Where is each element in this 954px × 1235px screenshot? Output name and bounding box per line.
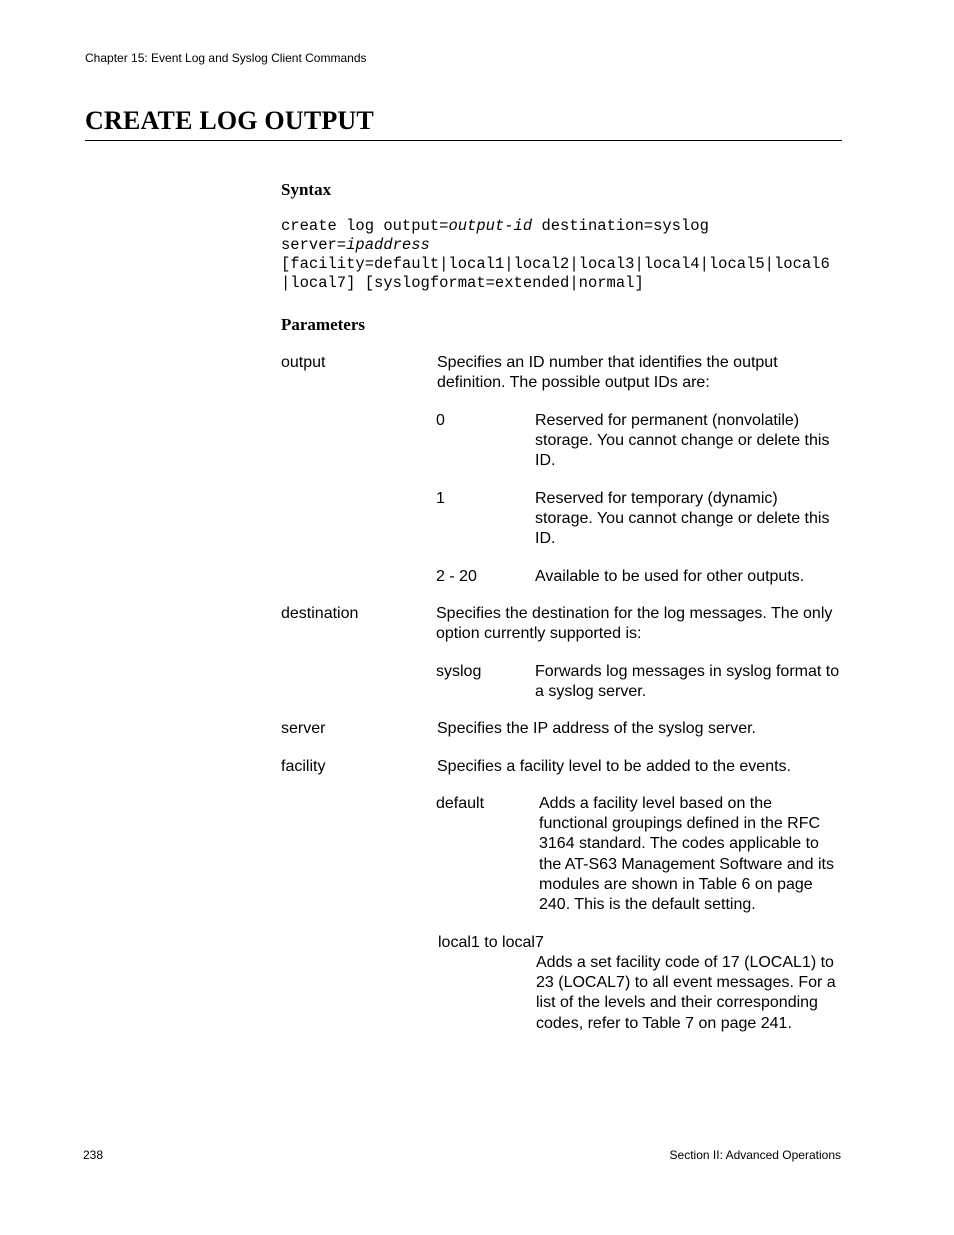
value-key-2-20: 2 - 20 — [436, 568, 477, 585]
value-key-local1-to-local7: local1 to local7 — [438, 934, 544, 951]
syntax-line-2: server=ipaddress — [281, 236, 430, 254]
param-desc-output: Specifies an ID number that identifies the output definition. The possible output IDs are: — [437, 354, 778, 392]
value-desc-local1-to-local7: Adds a set facility code of 17 (LOCAL1) to 23 (LOCAL7) to all event messages. For a list of the levels and their corresponding codes, refer to Table 7 on page 241. — [536, 954, 836, 1032]
param-desc-destination: Specifies the destination for the log messages. The only option currently supported is: — [436, 605, 833, 643]
page-title: CREATE LOG OUTPUT — [85, 106, 374, 135]
title-rule — [85, 140, 842, 141]
param-desc-server: Specifies the IP address of the syslog server. — [437, 720, 756, 737]
value-key-0: 0 — [436, 412, 445, 429]
value-key-default: default — [436, 795, 485, 812]
syntax-block — [281, 217, 830, 293]
footer-section: Section II: Advanced Operations — [669, 1148, 841, 1162]
syntax-line-4: |local7] [syslogformat=extended|normal] — [281, 274, 644, 292]
value-desc-0: Reserved for permanent (nonvolatile) storage. You cannot change or delete this ID. — [535, 412, 830, 470]
syntax-line-3: [facility=default|local1|local2|local3|local4|local5|local6 — [281, 255, 830, 273]
value-key-syslog: syslog — [436, 663, 482, 680]
value-key-1: 1 — [436, 490, 445, 507]
value-desc-1: Reserved for temporary (dynamic) storage. You cannot change or delete this ID. — [535, 490, 830, 548]
syntax-heading: Syntax — [281, 180, 332, 199]
footer-page-number: 238 — [83, 1148, 104, 1162]
param-name-server: server — [281, 720, 326, 737]
chapter-header: Chapter 15: Event Log and Syslog Client Commands — [85, 51, 367, 65]
param-desc-facility: Specifies a facility level to be added to the events. — [437, 758, 791, 775]
parameters-heading: Parameters — [281, 315, 366, 334]
param-name-destination: destination — [281, 605, 359, 622]
value-desc-syslog: Forwards log messages in syslog format to a syslog server. — [535, 663, 840, 701]
value-desc-default: Adds a facility level based on the functional groupings defined in the RFC 3164 standard. The codes applicable to the AT-S63 Management Software and its modules are shown in Table 6 on page 240. This is the default setting. — [539, 795, 834, 914]
param-name-facility: facility — [281, 758, 326, 775]
syntax-line-1: create log output=output-id destination=syslog — [281, 217, 709, 235]
param-name-output: output — [281, 354, 326, 371]
value-desc-2-20: Available to be used for other outputs. — [535, 568, 805, 585]
